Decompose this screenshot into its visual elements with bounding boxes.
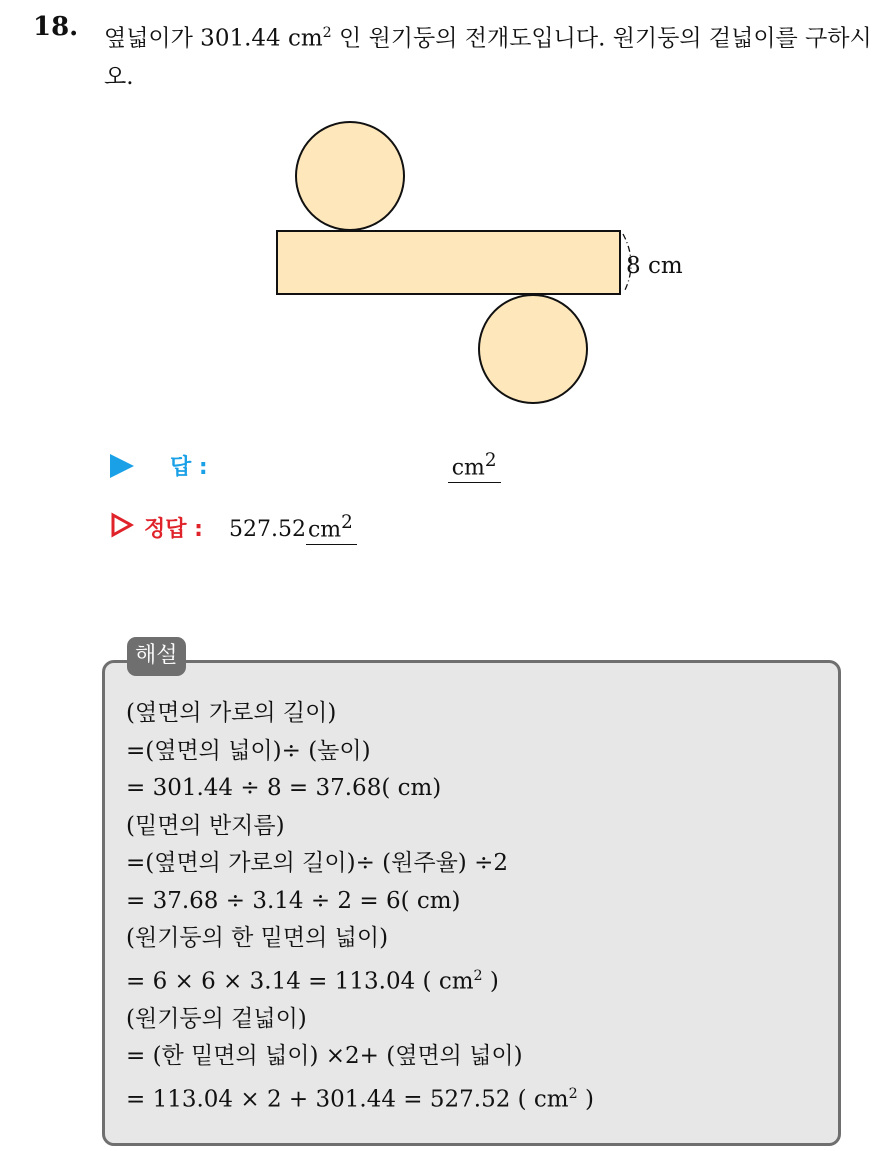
solution-line: (밑면의 반지름) xyxy=(126,812,285,839)
solution-line-sup: 2 xyxy=(473,967,483,984)
top-base-circle xyxy=(296,122,404,230)
correct-answer-unit-sup: 2 xyxy=(341,512,353,533)
cylinder-net-figure xyxy=(260,110,710,424)
solution-line: (원기둥의 겉넓이) xyxy=(126,1005,307,1032)
correct-answer-unit-text: cm xyxy=(307,517,342,543)
solution-line: (원기둥의 한 밑면의 넓이) xyxy=(126,925,389,951)
solution-line: (옆면의 가로의 길이) xyxy=(126,700,337,726)
solution-line: =(옆면의 가로의 길이)÷ (원주율) ÷2 xyxy=(126,850,508,876)
answer-unit-sup: 2 xyxy=(484,450,497,471)
question-text-part2: 인 원기둥의 전개도입니다. 원기둥의 겉넓이를 구하시오. xyxy=(104,25,872,90)
solution-text xyxy=(126,695,594,1119)
solution-line xyxy=(126,1076,594,1119)
answer-label: 답 : xyxy=(170,455,208,481)
outline-play-icon xyxy=(110,512,134,544)
correct-answer-row xyxy=(110,510,357,545)
side-rectangle xyxy=(277,231,620,294)
solution-line-text: ) xyxy=(577,1086,594,1113)
play-icon xyxy=(110,454,134,478)
solution-line: = 301.44 ÷ 8 = 37.68( cm) xyxy=(126,775,442,801)
solution-line: = 37.68 ÷ 3.14 ÷ 2 = 6( cm) xyxy=(126,887,461,914)
question-number: 18. xyxy=(33,12,79,42)
solution-line: =(옆면의 넓이)÷ (높이) xyxy=(126,737,371,764)
height-label: 8 cm xyxy=(626,253,683,279)
question-text-sup: 2 xyxy=(322,25,332,41)
answer-input-row xyxy=(110,448,501,483)
solution-line xyxy=(126,958,594,1001)
cylinder-net-svg xyxy=(260,110,710,420)
solution-line: = (한 밑면의 넓이) ×2+ (옆면의 넓이) xyxy=(126,1043,523,1070)
solution-title-tab: 해설 xyxy=(127,637,186,676)
answer-unit xyxy=(448,448,501,483)
correct-answer-value: 527.52 xyxy=(228,517,306,543)
solution-line-sup: 2 xyxy=(568,1085,578,1102)
bottom-base-circle xyxy=(479,295,587,403)
solution-line-text: ) xyxy=(482,968,499,995)
correct-answer-label: 정답 : xyxy=(144,517,203,543)
answer-unit-text: cm xyxy=(451,455,485,481)
correct-answer-unit xyxy=(306,510,357,545)
question-text xyxy=(104,14,874,96)
solution-line-text: = 6 × 6 × 3.14 = 113.04 ( cm xyxy=(126,968,474,995)
question-text-part1: 옆넓이가 301.44 cm xyxy=(104,25,323,52)
solution-line-text: = 113.04 × 2 + 301.44 = 527.52 ( cm xyxy=(126,1086,569,1113)
